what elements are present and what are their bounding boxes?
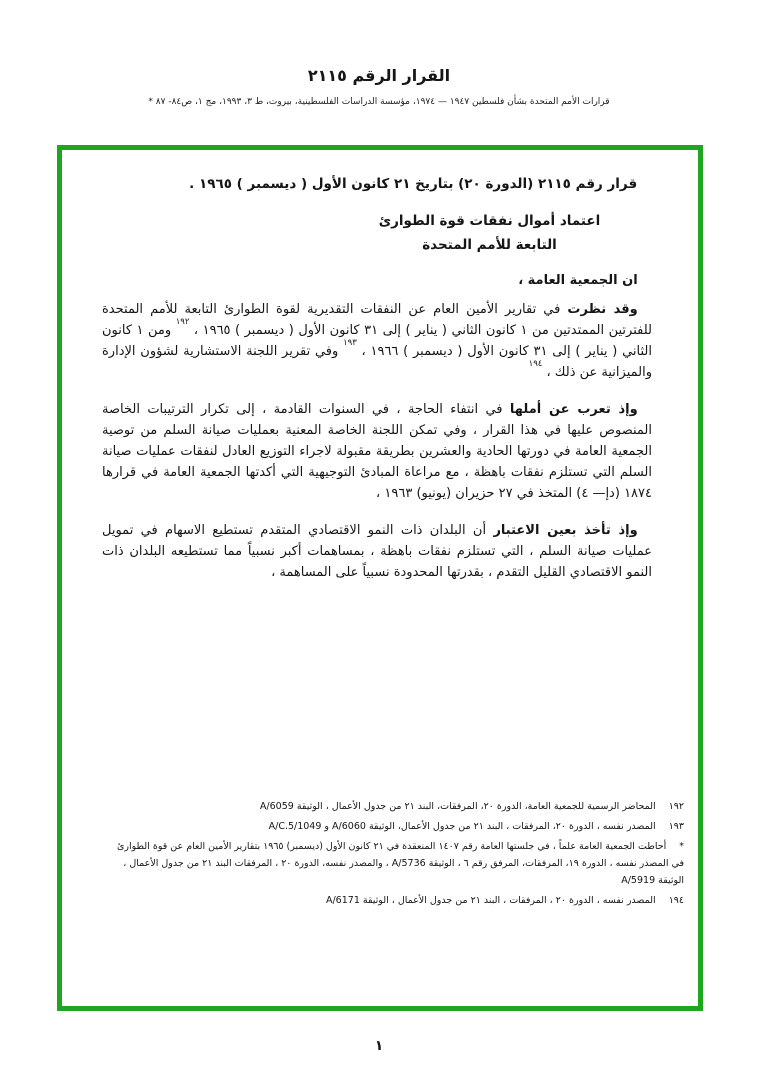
resolution-opening: ان الجمعية العامة ، bbox=[518, 273, 638, 288]
resolution-content bbox=[62, 150, 698, 583]
footnote-marker: * bbox=[679, 841, 684, 852]
footnote-marker: ١٩٤ bbox=[668, 895, 684, 906]
paragraph-taking-into-account bbox=[102, 520, 652, 583]
footnotes-section bbox=[112, 798, 684, 912]
paragraph-text: أن البلدان ذات النمو الاقتصادي المتقدم تستطيع الاسهام في تمويل عمليات صيانة السلم ، التي تستلزم نفقات باهظة ، بمساهمات أكبر نسبياً مما تستطيعه البلدان ذات النمو الاقتصادي القليل التقدم ، بقدرتها المحدودة نسبياً على المساهمة ، bbox=[102, 523, 652, 580]
document-header bbox=[0, 0, 758, 107]
resolution-heading-line1: اعتماد أموال نفقات قوة الطوارئ bbox=[378, 213, 601, 229]
footnote-ref-192: ١٩٢ bbox=[175, 316, 190, 327]
paragraph-text: في تقارير الأمين العام عن النفقات التقديرية لقوة الطوارئ التابعة للأمم المتحدة للفترتين الممتدتين من ١ كانون الثاني ( يناير ) إلى ٣١ كانون الأول ( ديسمبر ) ١٩٦٥ ، bbox=[102, 302, 652, 338]
footnote-star bbox=[112, 838, 684, 889]
footnote-194 bbox=[112, 892, 684, 909]
resolution-heading-line2: التابعة للأمم المتحدة bbox=[422, 237, 557, 253]
footnote-text: أحاطت الجمعية العامة علماً ، في جلستها العامة رقم ١٤٠٧ المنعقدة في ٢١ كانون الأول (ديسمبر) ١٩٦٥ بتقارير الأمين العام عن قوة الطوارئ في المصدر نفسه ، الدورة ١٩، المرفقات، المرفق رقم ٦ ، الوثيقة A/5736 ، والمصدر نفسه، الدورة ٢٠ ، المرفقات البند ٢١ من جدول الأعمال ، الوثيقة A/5919 bbox=[116, 841, 684, 886]
footnote-text: المصدر نفسه ، الدورة ٢٠ ، المرفقات ، البند ٢١ من جدول الأعمال ، الوثيقة A/6171 bbox=[325, 895, 656, 906]
paragraph-text: ومن ١ كانون الثاني ( يناير ) إلى ٣١ كانون الأول ( ديسمبر ) ١٩٦٦ ، bbox=[102, 323, 652, 359]
footnote-text: المحاضر الرسمية للجمعية العامة، الدورة ٢٠، المرفقات، البند ٢١ من جدول الأعمال ، الوثيقة A/6059 bbox=[259, 801, 656, 812]
paragraph-expressing-hope bbox=[102, 399, 652, 504]
footnote-ref-193: ١٩٣ bbox=[343, 337, 357, 348]
paragraph-considered bbox=[102, 299, 652, 383]
paragraph-text: وفي تقرير اللجنة الاستشارية لشؤون الإدارة والميزانية عن ذلك ، bbox=[102, 344, 652, 380]
footnote-marker: ١٩٣ bbox=[668, 821, 684, 832]
footnote-text: المصدر نفسه ، الدورة ٢٠، المرفقات ، البند ٢١ من جدول الأعمال، الوثيقة A/6060 و A/C.5/1049 bbox=[268, 821, 656, 832]
footnote-ref-194: ١٩٤ bbox=[528, 358, 543, 369]
paragraph-lead: وقد نظرت bbox=[567, 302, 638, 317]
resolution-intro: قرار رقم ٢١١٥ (الدورة ٢٠) بتاريخ ٢١ كانون الأول ( ديسمبر ) ١٩٦٥ . bbox=[189, 176, 638, 192]
source-citation: قرارات الأمم المتحدة بشأن فلسطين ١٩٤٧ — ١٩٧٤، مؤسسة الدراسات الفلسطينية، بيروت، ط ٣، ١٩٩٣، مج ١، ص٨٤- ٨٧ * bbox=[148, 97, 610, 107]
paragraph-text: في انتفاء الحاجة ، في السنوات القادمة ، إلى تكرار الترتيبات الخاصة المنصوص عليها في هذا القرار ، وفي تمكن اللجنة الخاصة المعنية بعمليات صيانة السلم من توصية الجمعية العامة في دورتها الحادية والعشرين بطريقة مقبولة لاجراء التوزيع العادل لنفقات عمليات صيانة السلم التي تستلزم نفقات باهظة ، مع مراعاة المبادئ التوجيهية التي أكدتها الجمعية العامة في قرارها ١٨٧٤ (دإ— ٤) المتخذ في ٢٧ حزيران (يونيو) ١٩٦٣ ، bbox=[102, 402, 652, 501]
footnote-192 bbox=[112, 798, 684, 815]
resolution-heading bbox=[102, 209, 652, 257]
page-number: ١ bbox=[374, 1038, 384, 1054]
page-title: القرار الرقم ٢١١٥ bbox=[307, 66, 451, 85]
paragraph-lead: وإذ تأخذ بعين الاعتبار bbox=[493, 523, 638, 538]
footnote-193 bbox=[112, 818, 684, 835]
resolution-box bbox=[57, 145, 703, 1011]
footnote-marker: ١٩٢ bbox=[668, 801, 684, 812]
paragraph-lead: وإذ تعرب عن أملها bbox=[509, 402, 638, 417]
